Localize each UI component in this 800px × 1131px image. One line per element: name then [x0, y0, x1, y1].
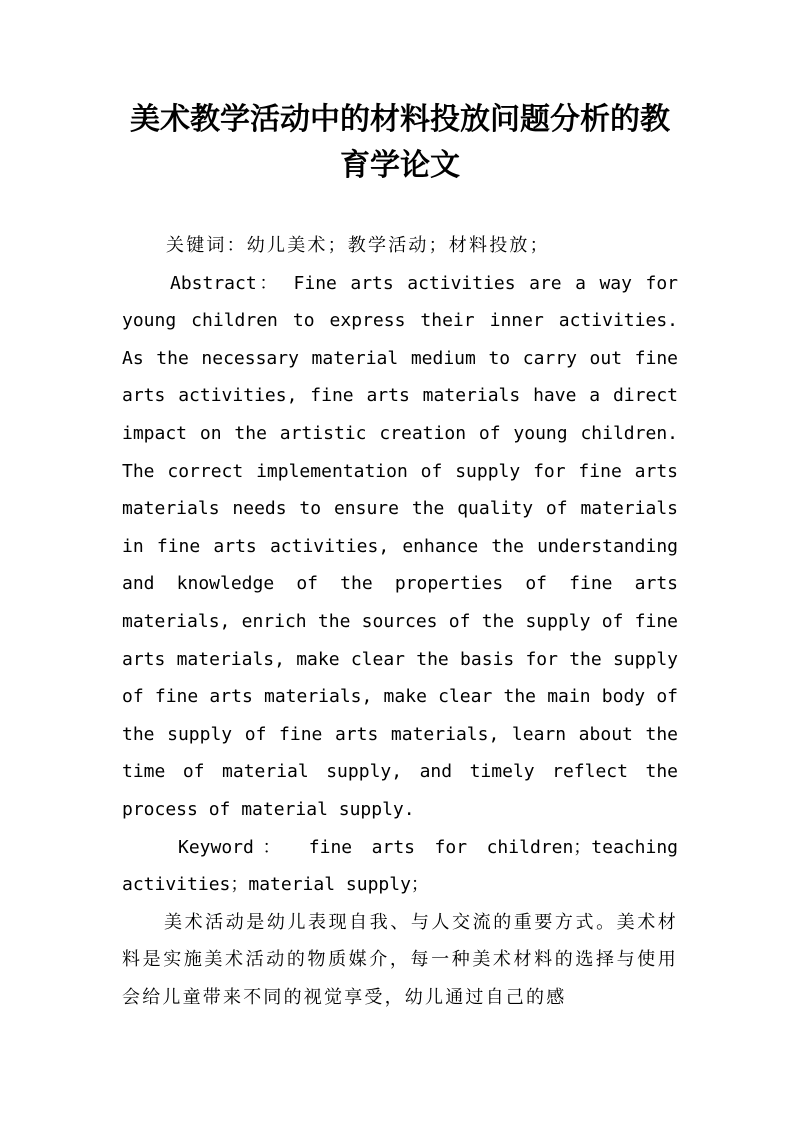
keywords-chinese: 关键词：幼儿美术；教学活动；材料投放； — [166, 235, 550, 256]
document-body — [122, 227, 678, 1016]
abstract-paragraph: Abstract： Fine arts activities are a way for young children to express their inner activities. As the necessary material medium to carry out fine arts activities, fine arts materials have a direct impact on the artistic creation of young children. The correct implementation of supply for fine arts materials needs to ensure the quality of materials in fine arts activities, enhance the understanding and knowledge of the properties of fine arts materials, enrich the sources of the supply of fine arts materials, make clear the basis for the supply of fine arts materials, make clear the main body of the supply of fine arts materials, learn about the time of material supply, and timely reflect the process of material supply. — [122, 272, 678, 820]
title-line-2: 育学论文 — [340, 148, 460, 183]
body-paragraph: 美术活动是幼儿表现自我、与人交流的重要方式。美术材料是实施美术活动的物质媒介，每一种美术材料的选择与使用会给儿童带来不同的视觉享受，幼儿通过自己的感 — [122, 911, 678, 1008]
title-line-1: 美术教学活动中的材料投放问题分析的教 — [130, 102, 670, 137]
document-title — [120, 97, 680, 189]
keywords-english: Keyword： fine arts for children；teaching activities；material supply； — [122, 836, 678, 896]
